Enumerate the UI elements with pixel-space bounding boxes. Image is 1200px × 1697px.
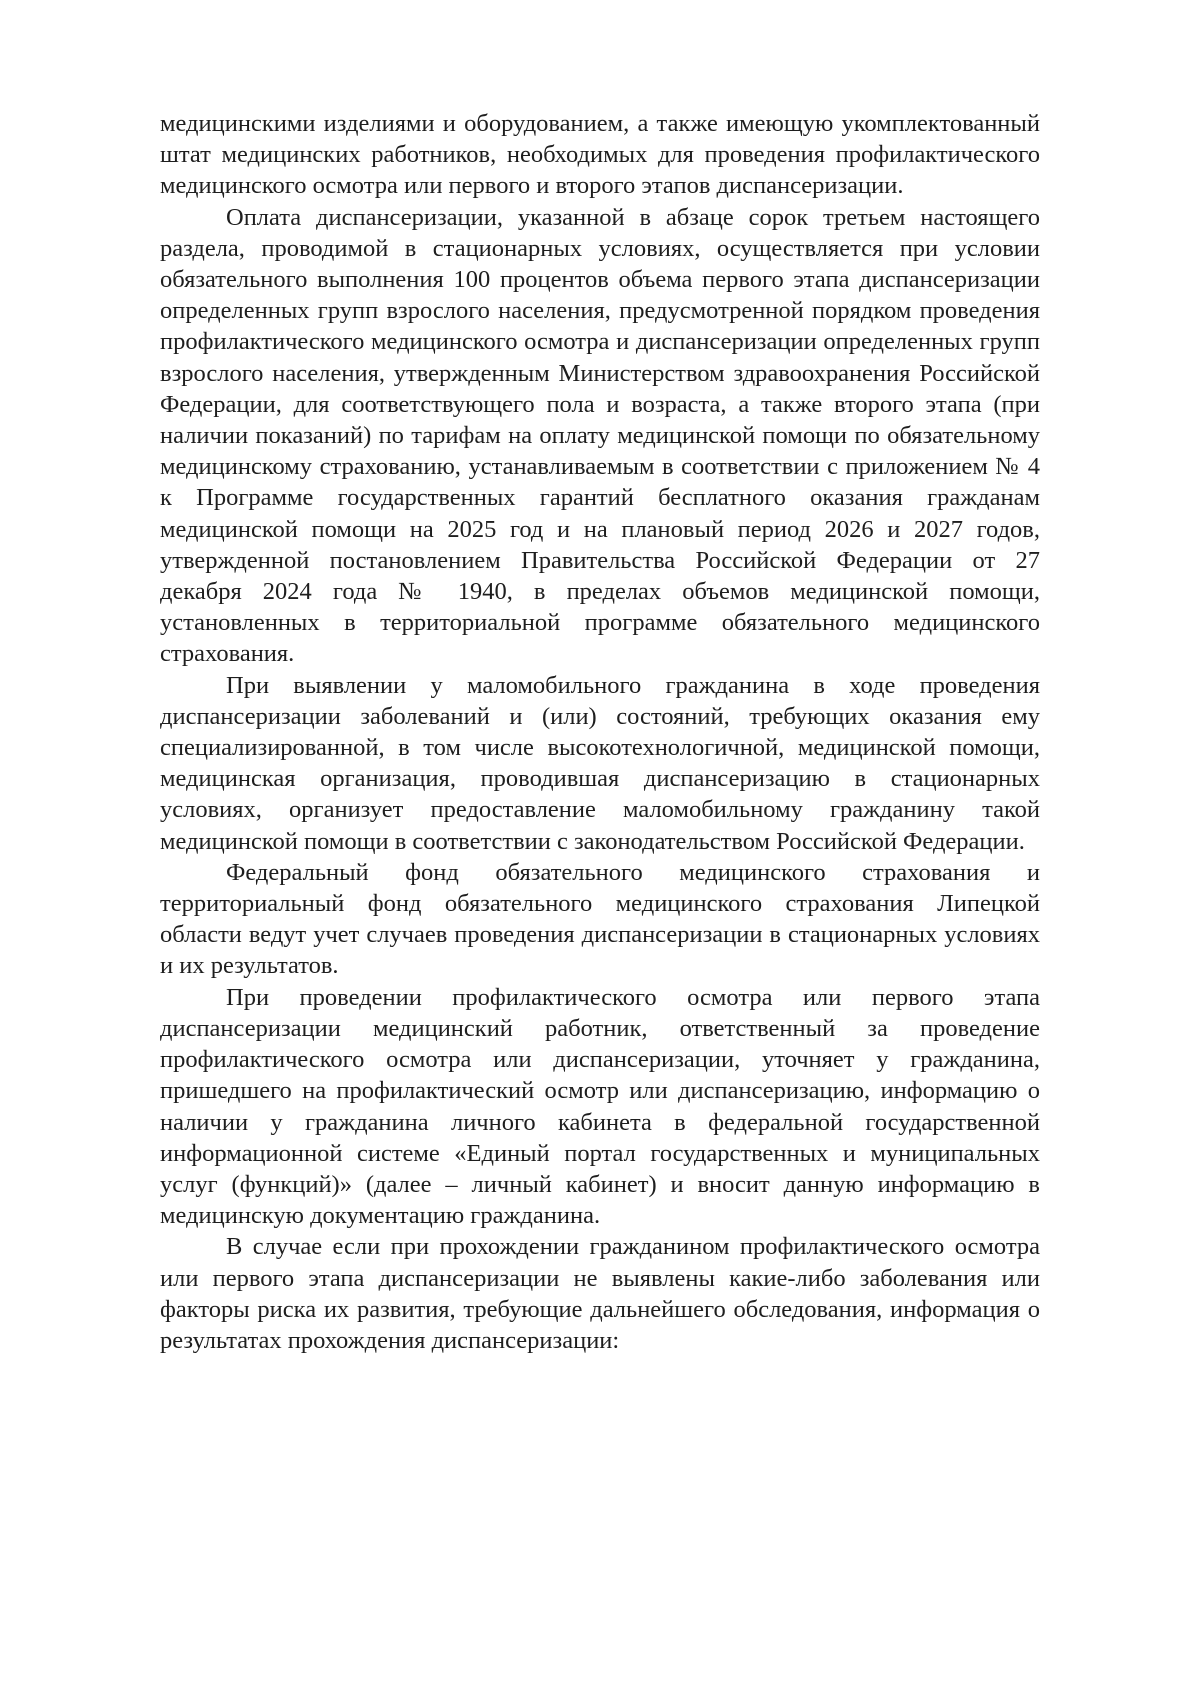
paragraph-no-findings: В случае если при прохождении гражданином профилактического осмотра или первого этапа диспансеризации не выявлены какие-либо заболевания или факторы риска их развития, требующие дальнейшего обследования, информация о результатах прохождения диспансеризации:	[160, 1233, 1040, 1354]
paragraph-low-mobility: При выявлении у маломобильного гражданина в ходе проведения диспансеризации заболеваний и (или) состояний, требующих оказания ему специализированной, в том числе высокотехнологичной, медицинской помощи, медицинская организация, проводившая диспансеризацию в стационарных условиях, организует предоставление маломобильному гражданину такой медицинской помощи в соответствии с законодательством Российской Федерации.	[160, 671, 1040, 855]
paragraph-continuation: медицинскими изделиями и оборудованием, а также имеющую укомплектованный штат медицинских работников, необходимых для проведения профилактического медицинского осмотра или первого и второго этапов диспансеризации.	[160, 110, 1040, 200]
paragraph-funds-accounting: Федеральный фонд обязательного медицинского страхования и территориальный фонд обязательного медицинского страхования Липецкой области ведут учет случаев проведения диспансеризации в стационарных условиях и их результатов.	[160, 858, 1040, 980]
document-page	[160, 108, 1040, 1356]
paragraph-payment: Оплата диспансеризации, указанной в абзаце сорок третьем настоящего раздела, проводимой в стационарных условиях, осуществляется при условии обязательного выполнения 100 процентов объема первого этапа диспансеризации определенных групп взрослого населения, предусмотренной порядком проведения профилактического медицинского осмотра и диспансеризации определенных групп взрослого населения, утвержденным Министерством здравоохранения Российской Федерации, для соответствующего пола и возраста, а также второго этапа (при наличии показаний) по тарифам на оплату медицинской помощи по обязательному медицинскому страхованию, устанавливаемым в соответствии с приложением № 4 к Программе государственных гарантий бесплатного оказания гражданам медицинской помощи на 2025 год и на плановый период 2026 и 2027 годов, утвержденной постановлением Правительства Российской Федерации от 27 декабря 2024 года № 1940, в пределах объемов медицинской помощи, установленных в территориальной программе обязательного медицинского страхования.	[160, 203, 1040, 668]
paragraph-personal-account: При проведении профилактического осмотра или первого этапа диспансеризации медицинский работник, ответственный за проведение профилактического осмотра или диспансеризации, уточняет у гражданина, пришедшего на профилактический осмотр или диспансеризацию, информацию о наличии у гражданина личного кабинета в федеральной государственной информационной системе «Единый портал государственных и муниципальных услуг (функций)» (далее – личный кабинет) и вносит данную информацию в медицинскую документацию гражданина.	[160, 983, 1040, 1230]
